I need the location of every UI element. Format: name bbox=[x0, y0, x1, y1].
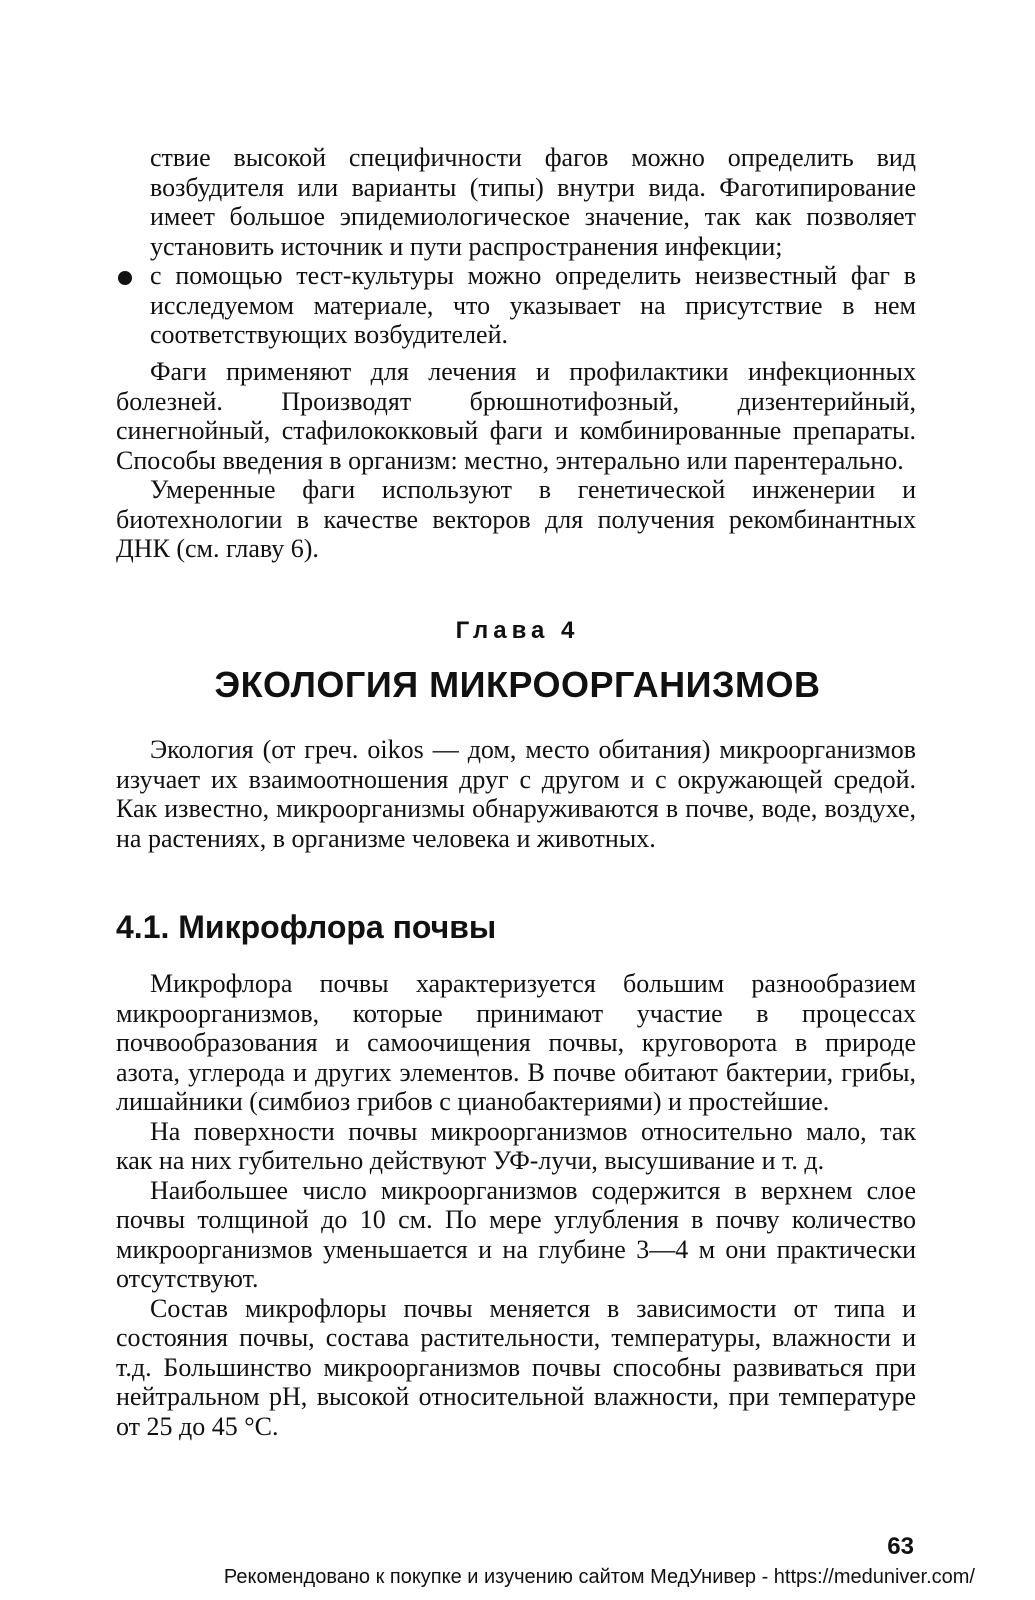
paragraph-ecology-intro: Экология (от греч. oikos — дом, место обитания) микроорганизмов изучает их взаимоотношения друг с другом и с окружающей средой. Как известно, микроорганизмы обнаруживаются в почве, воде, воздухе, на растениях, в организме человека и животных. bbox=[116, 735, 916, 853]
list-item-text: с помощью тест-культуры можно определить неизвестный фаг в исследуемом материале, что указывает на присутствие в нем соответствующих возбудителей. bbox=[150, 261, 916, 349]
paragraph-soil-4: Состав микрофлоры почвы меняется в зависимости от типа и состояния почвы, состава растительности, температуры, влажности и т.д. Большинство микроорганизмов почвы способны развиваться при нейтральном pH, высокой относительной влажности, при температуре от 25 до 45 °С. bbox=[116, 1293, 916, 1441]
bullet-icon bbox=[118, 271, 132, 285]
continued-paragraph: ствие высокой специфичности фагов можно определить вид возбудителя или варианты (типы) внутри вида. Фаготипирование имеет большое эпидемиологическое значение, так как позволяет установить источник и пути распространения инфекции; bbox=[150, 143, 916, 261]
paragraph-soil-2: На поверхности почвы микроорганизмов относительно мало, так как на них губительно действуют УФ-лучи, высушивание и т. д. bbox=[116, 1116, 916, 1175]
paragraph-soil-1: Микрофлора почвы характеризуется большим разнообразием микроорганизмов, которые принимают участие в процессах почвообразования и самоочищения почвы, круговорота в природе азота, углерода и других элементов. В почве обитают бактерии, грибы, лишайники (симбиоз грибов с цианобактериями) и простейшие. bbox=[116, 969, 916, 1116]
section-title: 4.1. Микрофлора почвы bbox=[116, 909, 497, 945]
chapter-label: Глава 4 bbox=[455, 617, 580, 644]
page-number: 63 bbox=[887, 1533, 914, 1560]
chapter-title: ЭКОЛОГИЯ МИКРООРГАНИЗМОВ bbox=[214, 664, 821, 705]
phage-typing-list bbox=[150, 143, 916, 350]
soil-microflora-block bbox=[116, 969, 916, 1441]
paragraph-moderate-phages: Умеренные фаги используют в генетической инженерии и биотехнологии в качестве векторов для получения рекомбинантных ДНК (см. главу 6). bbox=[116, 475, 916, 563]
phages-application-block bbox=[116, 357, 916, 564]
footer-watermark: Рекомендовано к покупке и изучению сайтом МедУнивер - https://meduniver.com/ bbox=[223, 1566, 975, 1588]
ecology-intro-block bbox=[116, 735, 916, 853]
paragraph-phages-treatment: Фаги применяют для лечения и профилактики инфекционных болезней. Производят брюшнотифозный, дизентерийный, синегнойный, стафилококковый фаги и комбинированные препараты. Способы введения в организм: местно, энтерально или парентерально. bbox=[116, 357, 916, 475]
paragraph-soil-3: Наибольшее число микроорганизмов содержится в верхнем слое почвы толщиной до 10 см. По мере углубления в почву количество микроорганизмов уменьшается и на глубине 3—4 м они практически отсутствуют. bbox=[116, 1175, 916, 1293]
list-item bbox=[150, 261, 916, 350]
